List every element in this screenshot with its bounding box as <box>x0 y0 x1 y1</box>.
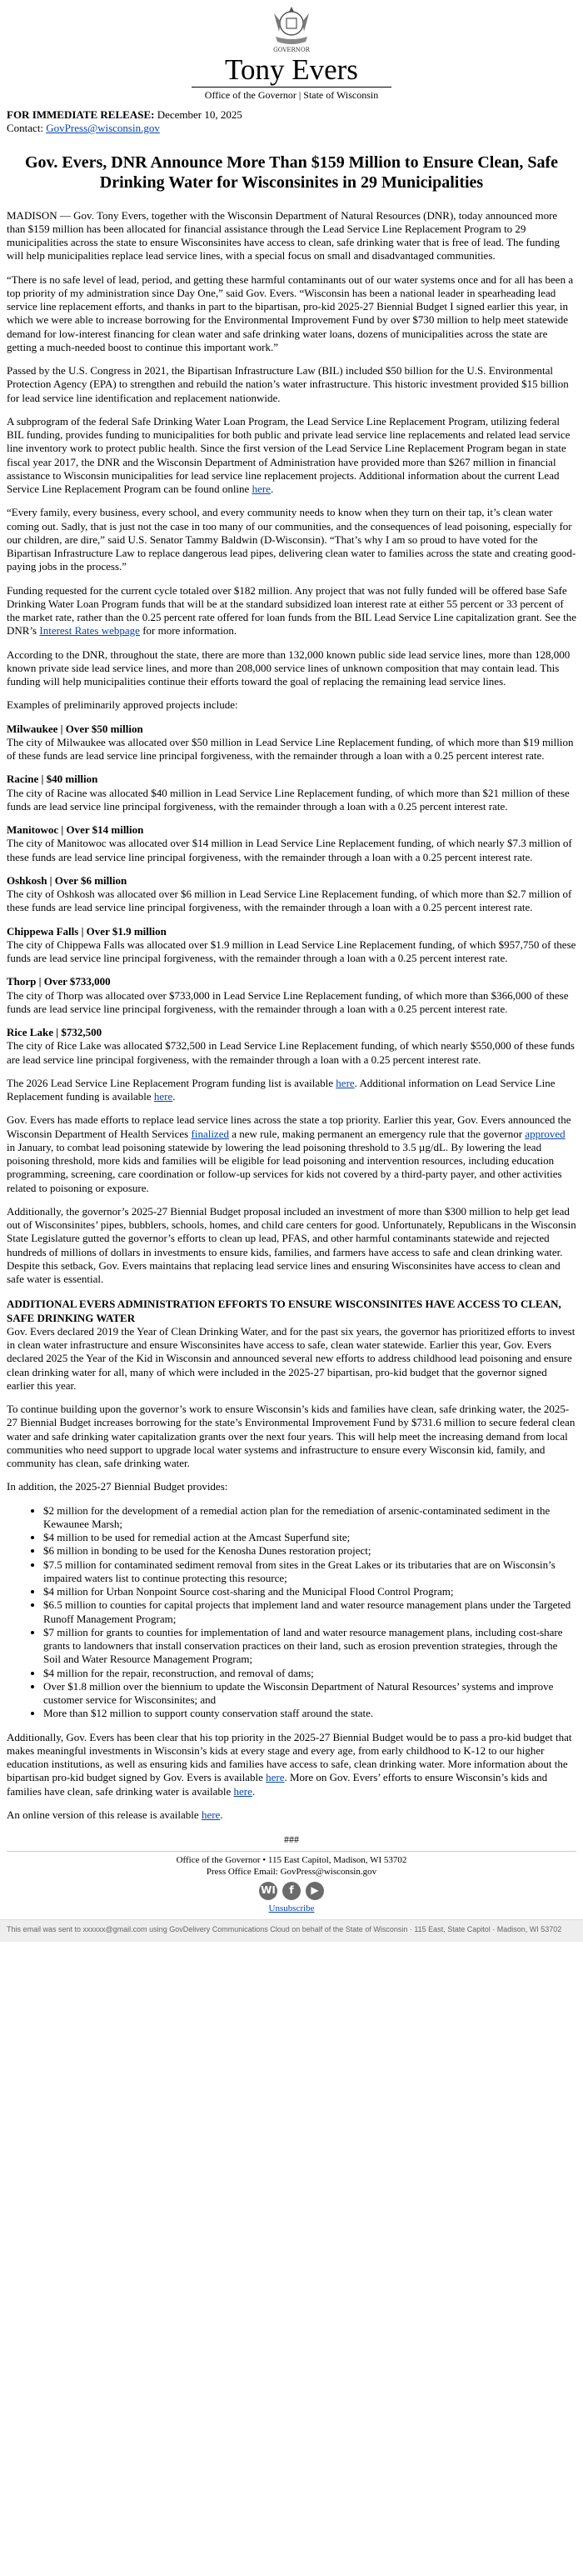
paragraph-baldwin-quote: “Every family, every business, every school, and every community needs to know when they turn on their tap, it’s clean water coming out. Sadly, that is just not the case in too many of our communities, and the consequences of lead poisoning, especially for our children, are dire,” said U.S. Senator Tammy Baldwin (D-Wisconsin). “That’s why I am so proud to have voted for the Bipartisan Infrastructure Law to replace dangerous lead pipes, delivering clean water to families across the state and creating good-paying jobs in the process.” <box>7 506 576 573</box>
project-heading: Rice Lake | $732,500 <box>7 1026 102 1038</box>
project-heading: Racine | $40 million <box>7 773 98 786</box>
list-item: • More than $12 million to support county conservation staff around the state. <box>43 1707 576 1720</box>
project-manitowoc <box>7 823 576 864</box>
project-text: The city of Manitowoc was allocated over $14 million in Lead Service Line Replacement funding, of which nearly $7.3 million of these funds are lead service line principal forgiveness, with the remainder through a loan with a 0.25 percent interest rate. <box>7 837 572 863</box>
press-release-title: Gov. Evers, DNR Announce More Than $159 Million to Ensure Clean, Safe Drinking Water for Wisconsinites in 29 Municipalities <box>24 153 559 192</box>
youtube-icon[interactable]: ▶ <box>306 1882 324 1900</box>
project-text: The city of Oshkosh was allocated over $6 million in Lead Service Line Replacement funding, of which more than $2.7 million of these funds are lead service line principal forgiveness, with the remainder through a loan with a 0.25 percent interest rate. <box>7 888 572 914</box>
paragraph-intro: MADISON — Gov. Tony Evers, together with the Wisconsin Department of Natural Resources (DNR), today announced more than $159 million has been allocated for financial assistance through the Lead Service Line Replacement Program to 29 municipalities across the state to ensure Wisconsinites have access to clean, safe drinking water that is free of lead. The funding will help municipalities replace lead service lines, with a special focus on small and disadvantaged communities. <box>7 208 560 263</box>
office-left: Office of the Governor <box>204 89 296 101</box>
paragraph-dnr-stats: According to the DNR, throughout the state, there are more than 132,000 known public side lead service lines, more than 128,000 known private side lead service lines, and more than 208,000 service lines of unknown composition that may contain lead. This funding will help municipalities continue their efforts toward the goal of replacing the remaining lead service lines. <box>7 648 571 688</box>
paragraph-bil: Passed by the U.S. Congress in 2021, the Bipartisan Infrastructure Law (BIL) included $50 billion for the U.S. Environmental Protection Agency (EPA) to strengthen and rebuild the nation’s water infrastructure. This historic investment provided $15 billion for lead service line identification and replacement nationwide. <box>7 364 569 404</box>
project-chippewa-falls <box>7 925 576 966</box>
list-item: • $6 million in bonding to be used for the Kenosha Dunes restoration project; <box>43 1544 576 1558</box>
project-text: The city of Milwaukee was allocated over $50 million in Lead Service Line Replacement funding, of which more than $19 million of these funds are lead service line principal forgiveness, with the remainder through a loan with a 0.25 percent interest rate. <box>7 735 574 762</box>
project-text: The city of Rice Lake was allocated $732,500 in Lead Service Line Replacement funding, of which nearly $550,000 of these funds are lead service line principal forgiveness, with the remainder through a loan with a 0.25 percent interest rate. <box>7 1039 575 1066</box>
paragraph-budget-proposal: Additionally, the governor’s 2025-27 Biennial Budget proposal included an investment of more than $300 million to help get lead out of Wisconsinites’ pipes, bubblers, schools, homes, and child care centers for good. Unfortunately, Republicans in the Wisconsin State Legislature gutted the governor’s efforts to clean up lead, PFAS, and other harmful contaminants statewide and rejected hundreds of millions of dollars in investments to ensure kids, families, and farmers have access to safe and clean drinking water. Despite this setback, Gov. Evers maintains that replacing lead service lines and ensuring Wisconsinites have access to clean and safe water is essential. <box>7 1204 576 1285</box>
project-text: The city of Chippewa Falls was allocated over $1.9 million in Lead Service Line Replacement funding, of which $957,750 of these funds are lead service line principal forgiveness, with the remainder through a loan with a 0.25 percent interest rate. <box>7 938 576 964</box>
govdelivery-notice: This email was sent to xxxxxx@gmail.com using GovDelivery Communications Cloud on behalf of the State of Wisconsin · 115 East, State Capitol · Madison, WI 53702 <box>0 1919 583 1941</box>
project-list <box>7 723 576 1067</box>
seal-text: GOVERNOR <box>273 47 310 53</box>
paragraph-online-version: An online version of this release is available here. <box>7 1808 223 1821</box>
list-item: • $4 million for the repair, reconstruction, and removal of dams; <box>43 1667 576 1680</box>
budget-provisions-list <box>7 1504 576 1721</box>
paragraph-funding-list: The 2026 Lead Service Line Replacement Program funding list is available here. Additional information on Lead Service Line Replacement funding is available here. <box>7 1076 556 1103</box>
project-oshkosh <box>7 874 576 915</box>
list-item: • $7.5 million for contaminated sediment removal from sites in the Great Lakes or its tributaries that are on Wisconsin’s impaired waters list to continue protecting this resource; <box>43 1558 576 1586</box>
paragraph-year-clean-water: Gov. Evers declared 2019 the Year of Clean Drinking Water, and for the past six years, the governor has prioritized efforts to invest in clean water infrastructure and ensure Wisconsinites have access to safe, clean water statewide. Earlier this year, Gov. Evers declared 2025 the Year of the Kid in Wisconsin and announced several new efforts to address childhood lead poisoning and ensure clean drinking water for all, many of which were included in the 2025-27 bipartisan, pro-kid budget that the governor signed earlier this year. <box>7 1324 576 1392</box>
interest-rates-link[interactable]: Interest Rates webpage <box>39 624 140 638</box>
project-milwaukee <box>7 723 576 763</box>
project-rice-lake <box>7 1026 576 1067</box>
program-info-link[interactable]: here <box>252 483 271 495</box>
state-seal-icon <box>264 3 319 53</box>
project-heading: Manitowoc | Over $14 million <box>7 823 144 836</box>
paragraph-threshold: Gov. Evers has made efforts to replace lead service lines across the state a top priority. Earlier this year, Gov. Evers announced the Wisconsin Department of Health Services finalized a new rule, making permanent an emergency rule that the governor approved in January, to combat lead poisoning statewide by lowering the lead poisoning threshold to 3.5 µg/dL. By lowering the lead poisoning threshold, more kids and families will be eligible for lead poisoning and intervention resources, including education programming, screening, care coordination or follow-up services for kids not covered by a third-party payer, and other activities related to poisoning or exposure. <box>7 1113 571 1194</box>
contact-label: Contact: <box>7 122 44 135</box>
list-item: • $2 million for the development of a remedial action plan for the remediation of arsenic-contaminated sediment in the Kewaunee Marsh; <box>43 1504 576 1532</box>
wisconsin-icon[interactable]: WI <box>259 1882 277 1900</box>
office-right: State of Wisconsin <box>303 89 379 101</box>
list-item: • $7 million for grants to counties for implementation of land and water resource management plans, including cost-share grants to landowners that install conservation practices on their land, such as erosion prevention strategies, through the Soil and Water Resource Management Program; <box>43 1626 576 1667</box>
letterhead <box>7 0 576 102</box>
project-text: The city of Racine was allocated $40 million in Lead Service Line Replacement funding, of which more than $21 million of these funds are lead service line principal forgiveness, with the remainder through a loan with a 0.25 percent interest rate. <box>7 786 570 813</box>
social-links <box>7 1882 576 1900</box>
additional-efforts-section <box>7 1298 576 1798</box>
contact-email-link[interactable]: GovPress@wisconsin.gov <box>46 122 160 135</box>
additional-info-link[interactable]: here <box>153 1090 173 1103</box>
footer-press-email: Press Office Email: GovPress@wisconsin.gov <box>206 1866 377 1877</box>
project-heading: Thorp | Over $733,000 <box>7 975 111 988</box>
footer-address: Office of the Governor • 115 East Capitol, Madison, WI 53702 <box>176 1855 407 1865</box>
paragraph-evers-quote: “There is no safe level of lead, period, and getting these harmful contaminants out of our water systems once and for all has been a top priority of my administration since Day One,” said Gov. Evers. “Wisconsin has been a national leader in spearheading lead service line replacement efforts, and thanks in part to the bipartisan, pro-kid 2025-27 Biennial Budget I signed earlier this year, in which we were able to increase borrowing for the Environmental Improvement Fund by over $730 million to help meet statewide demand for low-interest financing for clean water and safe drinking water loans, dozens of municipalities across the state are getting a much-needed boost to continue this important work.” <box>7 273 574 353</box>
closing-marks: ### <box>284 1833 299 1845</box>
list-item: • $6.5 million to counties for capital projects that implement land and water resource management plans under the Targeted Runoff Management Program; <box>43 1598 576 1626</box>
paragraph-examples-intro: Examples of preliminarily approved projects include: <box>7 698 238 712</box>
paragraph-budget-provides: In addition, the 2025-27 Biennial Budget provides: <box>7 1480 228 1493</box>
project-heading: Milwaukee | Over $50 million <box>7 722 143 735</box>
project-racine <box>7 773 576 813</box>
paragraph-pro-kid-budget: Additionally, Gov. Evers has been clear that his top priority in the 2025-27 Biennial Budget would be to pass a pro-kid budget that makes meaningful investments in Wisconsin’s kids at every stage and every age, from early childhood to K-12 to our higher education institutions, as well as ensuring kids and families have access to safe, clean drinking water. More information about the bipartisan pro-kid budget signed by Gov. Evers is available here. More on Gov. Evers’ efforts to ensure Wisconsin’s kids and families have clean, safe drinking water is available here. <box>7 1730 572 1798</box>
footer <box>7 1851 576 1914</box>
office-subtitle: Office of the Governor | State of Wisconsin <box>192 87 391 102</box>
paragraph-subprogram: A subprogram of the federal Safe Drinking Water Loan Program, the Lead Service Line Replacement Program, utilizing federal BIL funding, provides funding to municipalities for both public and private lead service line replacements and related lead service line inventory work to protect public health. Since the first version of the Lead Service Line Replacement Program began in state fiscal year 2017, the DNR and the Wisconsin Department of Administration have provided more than $267 million in financial assistance to Wisconsin municipalities for lead service line replacement projects. Additional information about the current Lead Service Line Replacement Program can be found online here. <box>7 414 571 495</box>
paragraph-funding-requested: Funding requested for the current cycle totaled over $182 million. Any project that was not fully funded will be offered base Safe Drinking Water Loan Program funds that will be at the standard subsidized loan interest rate at either 55 percent or 33 percent of the market rate, rather than the 0.25 percent rate offered for loan funds from the BIL Lead Service Line capitalization grant. See the DNR’s Interest Rates webpage for more information. <box>7 583 577 638</box>
release-label: FOR IMMEDIATE RELEASE: <box>7 108 155 121</box>
release-date: December 10, 2025 <box>157 108 242 121</box>
facebook-icon[interactable]: f <box>282 1882 301 1900</box>
funding-list-link[interactable]: here <box>336 1076 355 1089</box>
additional-efforts-heading: ADDITIONAL EVERS ADMINISTRATION EFFORTS TO ENSURE WISCONSINITES HAVE ACCESS TO CLEAN, SAFE DRINKING WATER <box>7 1298 561 1324</box>
clean-water-efforts-link[interactable]: here <box>233 1784 252 1798</box>
unsubscribe-link[interactable]: Unsubscribe <box>268 1903 315 1913</box>
project-thorp <box>7 975 576 1016</box>
release-info <box>7 108 576 136</box>
paragraph-eif-borrowing: To continue building upon the governor’s work to ensure Wisconsin’s kids and families have clean, safe drinking water, the 2025-27 Biennial Budget increases borrowing for the state’s Environmental Improvement Fund by $731.6 million to secure federal clean water and safe drinking water capitalization grants over the next four years. This will help meet the increasing demand from local communities who need support to upgrade local water systems and infrastructure to ensure every Wisconsin kid, family, and community has clean, safe drinking water. <box>7 1403 576 1469</box>
governor-name: Tony Evers <box>225 53 358 86</box>
list-item: • $4 million to be used for remedial action at the Amcast Superfund site; <box>43 1531 576 1544</box>
project-text: The city of Thorp was allocated over $733,000 in Lead Service Line Replacement funding, of which more than $366,000 of these funds are lead service line principal forgiveness, with the remainder through a loan with a 0.25 percent interest rate. <box>7 988 569 1015</box>
list-item: • Over $1.8 million over the biennium to update the Wisconsin Department of Natural Resources’ systems and improve customer service for Wisconsinites; and <box>43 1680 576 1708</box>
online-version-link[interactable]: here <box>201 1808 221 1821</box>
approved-link[interactable]: approved <box>525 1127 566 1140</box>
finalized-link[interactable]: finalized <box>191 1127 229 1140</box>
list-item: • $4 million for Urban Nonpoint Source cost-sharing and the Municipal Flood Control Program; <box>43 1585 576 1598</box>
project-heading: Chippewa Falls | Over $1.9 million <box>7 924 167 938</box>
project-heading: Oshkosh | Over $6 million <box>7 873 127 887</box>
budget-info-link[interactable]: here <box>266 1771 285 1784</box>
